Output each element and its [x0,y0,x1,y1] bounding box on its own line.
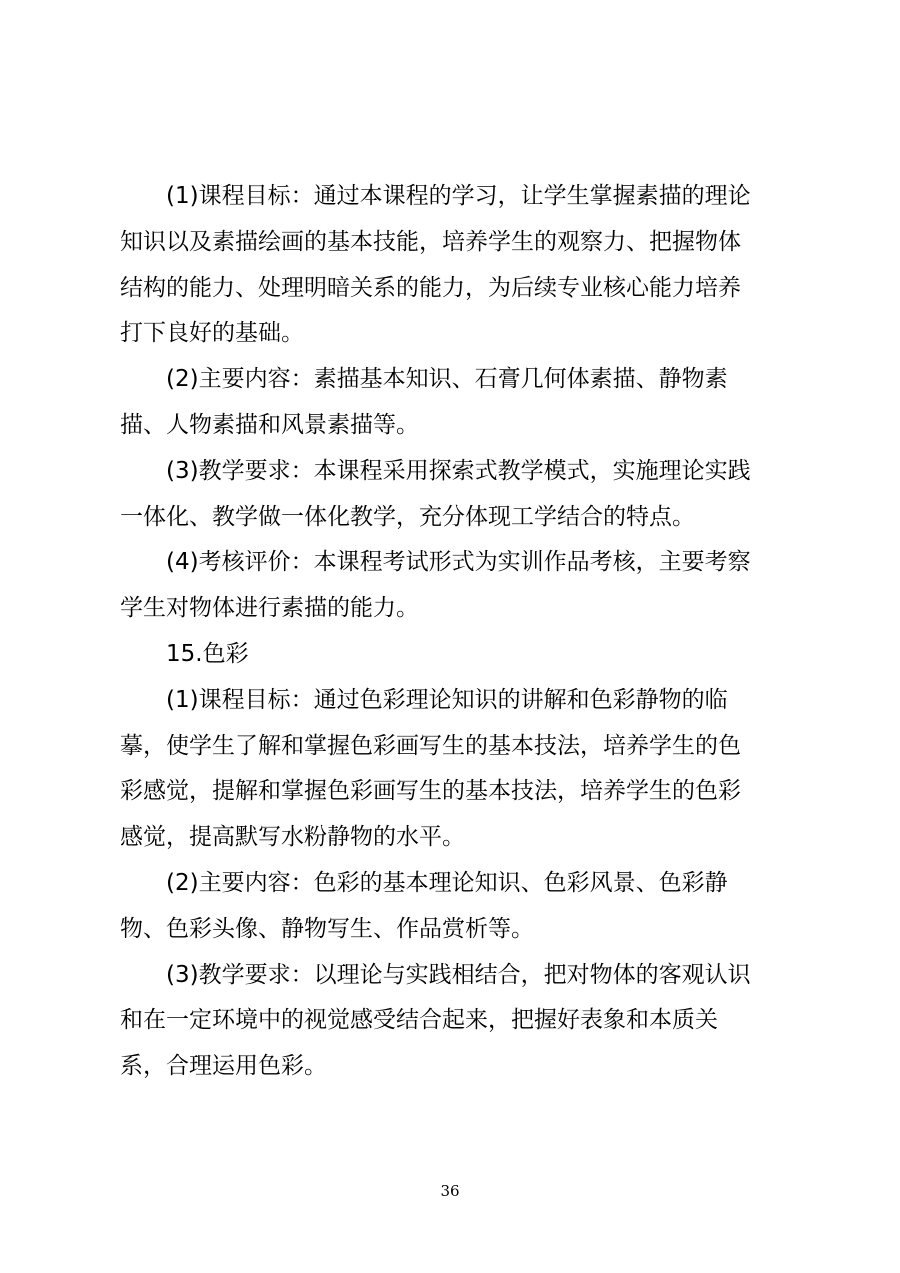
text-line: (2)主要内容：色彩的基本理论知识、色彩风景、色彩静 [166,869,728,896]
document-body [120,174,792,1090]
paragraph [120,449,792,541]
page-number: 36 [440,1182,460,1200]
text-line: 结构的能力、处理明暗关系的能力，为后续专业核心能力培养 [120,274,741,301]
text-line: 打下良好的基础。 [120,320,304,347]
text-line: 一体化、教学做一体化教学，充分体现工学结合的特点。 [120,503,695,530]
text-line: 描、人物素描和风景素描等。 [120,411,419,438]
paragraph [120,861,792,953]
text-line: (1)课程目标：通过色彩理论知识的讲解和色彩静物的临 [166,686,728,713]
paragraph [120,357,792,449]
text-line: 感觉，提高默写水粉静物的水平。 [120,824,465,851]
text-line: 和在一定环境中的视觉感受结合起来，把握好表象和本质关 [120,1007,718,1034]
text-line: (4)考核评价：本课程考试形式为实训作品考核，主要考察 [166,549,751,576]
paragraph [120,174,792,357]
text-line: (1)课程目标：通过本课程的学习，让学生掌握素描的理论 [166,183,751,209]
text-line: 15.色彩 [166,640,249,667]
text-line: 彩感觉，提解和掌握色彩画写生的基本技法，培养学生的色彩 [120,778,741,805]
paragraph [120,540,792,632]
text-line: (2)主要内容：素描基本知识、石膏几何体素描、静物素 [166,366,728,393]
text-line: 摹，使学生了解和掌握色彩画写生的基本技法，培养学生的色 [120,732,741,759]
paragraph [120,632,792,678]
paragraph [120,953,792,1090]
text-line: 知识以及素描绘画的基本技能，培养学生的观察力、把握物体 [120,228,741,255]
text-line: 学生对物体进行素描的能力。 [120,595,419,622]
text-line: 系，合理运用色彩。 [120,1053,327,1080]
text-line: (3)教学要求：以理论与实践相结合，把对物体的客观认识 [166,961,751,988]
text-line: (3)教学要求：本课程采用探索式教学模式，实施理论实践 [166,457,751,484]
paragraph [120,678,792,861]
text-line: 物、色彩头像、静物写生、作品赏析等。 [120,915,534,942]
